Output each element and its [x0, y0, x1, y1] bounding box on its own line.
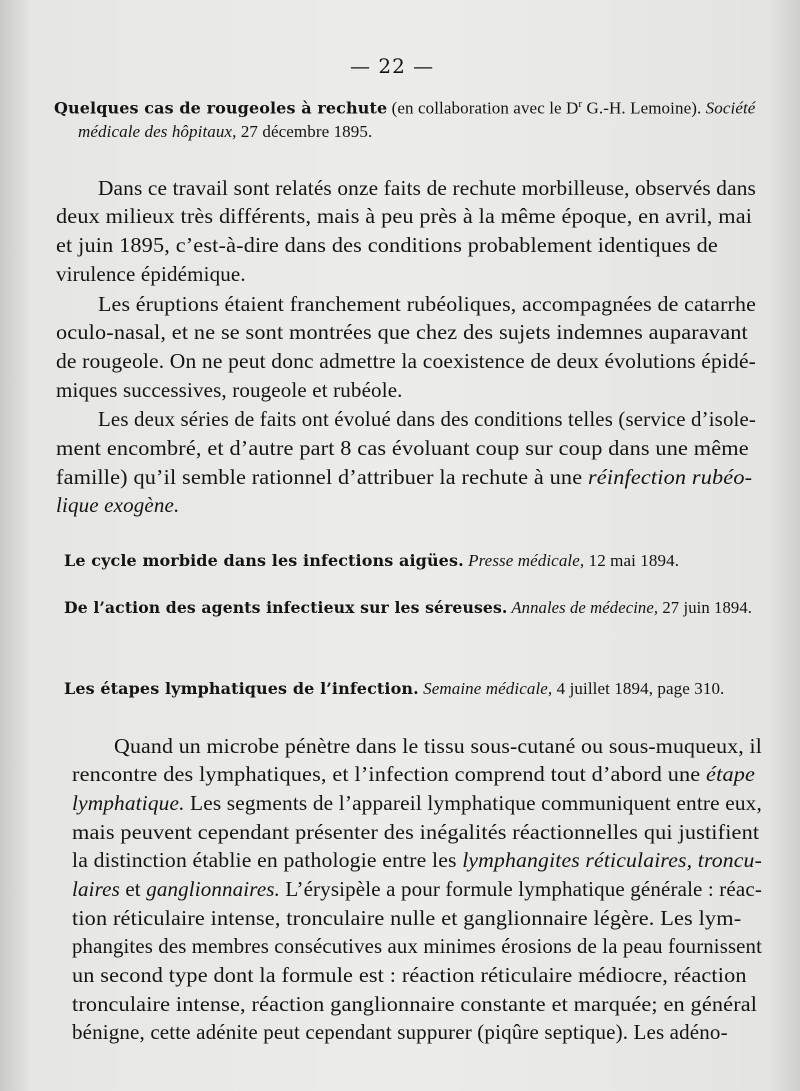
text-run: Les éruptions étaient franchement rubéoliques, accompagnées de catarrhe: [98, 292, 757, 316]
text-line: [72, 848, 762, 873]
text-line: [72, 963, 747, 988]
text-line: [98, 407, 756, 432]
text-run: tion réticulaire intense, tronculaire nulle et ganglionnaire légère. Les lym-: [72, 906, 742, 930]
italic-text: étape: [706, 762, 756, 786]
text-line: [72, 762, 755, 787]
text-run: rencontre des lymphatiques, et l’infection comprend tout d’abord une: [72, 762, 707, 786]
text-line: [72, 934, 762, 959]
text-run: famille) qu’il semble rationnel d’attribuer la rechute à une: [56, 465, 588, 489]
italic-text: ganglionnaires.: [146, 877, 281, 901]
text-line: [56, 233, 718, 258]
text-run: tronculaire intense, réaction ganglionnaire constante et marquée; en général: [72, 992, 758, 1016]
text-line: [72, 906, 741, 931]
text-line: [56, 465, 752, 490]
text-line: [72, 820, 759, 845]
italic-text: lymphangites réticulaires, troncu-: [462, 848, 762, 872]
italic-text: laires: [72, 877, 120, 901]
italic-text: lymphatique.: [72, 791, 185, 815]
text-run: L’érysipèle a pour formule lymphatique générale : réac-: [280, 877, 762, 901]
text-run: un second type dont la formule est : réaction réticulaire médiocre, réaction: [72, 963, 747, 987]
text-line: [56, 378, 403, 403]
text-line: [56, 493, 179, 518]
text-run: mais peuvent cependant présenter des inégalités réactionnelles qui justifient: [72, 820, 760, 844]
reference-3: De l’action des agents infectieux sur les séreuses. Annales de médecine, 27 juin 1894.: [64, 598, 753, 617]
text-line: [114, 734, 762, 759]
text-line: [56, 349, 756, 374]
text-run: et: [119, 877, 147, 901]
text-run: bénigne, cette adénite peut cependant suppurer (piqûre septique). Les adéno-: [72, 1020, 728, 1044]
reference-1-line-1: Quelques cas de rougeoles à rechute (en collaboration avec le $D^r$ G.-H. Lemoine). Société: [54, 98, 756, 118]
reference-1-line-2: médicale des hôpitaux, 27 décembre 1895.: [78, 122, 373, 141]
text-run: Quand un microbe pénètre dans le tissu sous-cutané ou sous-muqueux, il: [114, 734, 762, 758]
text-run: Les deux séries de faits ont évolué dans des conditions telles (service d’isole-: [98, 407, 757, 431]
page-number: — 22 —: [350, 54, 435, 78]
text-run: la distinction établie en pathologie entre les: [72, 848, 463, 872]
text-line: [72, 992, 757, 1017]
text-run: virulence épidémique.: [56, 262, 246, 286]
reference-2: Le cycle morbide dans les infections aigües. Presse médicale, 12 mai 1894.: [64, 551, 680, 570]
text-run: et juin 1895, c’est-à-dire dans des conditions probablement identiques de: [56, 233, 718, 257]
text-line: [98, 176, 756, 201]
text-line: [56, 204, 752, 229]
text-run: de rougeole. On ne peut donc admettre la coexistence de deux évolutions épidé-: [56, 349, 757, 373]
text-line: [72, 877, 762, 902]
text-line: [72, 791, 762, 816]
reference-4: Les étapes lymphatiques de l’infection. Semaine médicale, 4 juillet 1894, page 310.: [64, 679, 725, 698]
text-run: ment encombré, et d’autre part 8 cas évoluant coup sur coup dans une même: [56, 436, 749, 460]
text-line: [56, 320, 748, 345]
reference-1-title: Quelques cas de rougeoles à rechute: [54, 98, 388, 118]
text-run: Les segments de l’appareil lymphatique communiquent entre eux,: [184, 791, 762, 815]
text-run: miques successives, rougeole et rubéole.: [56, 378, 403, 402]
italic-text: lique exogène.: [56, 493, 180, 517]
text-line: [56, 262, 246, 287]
text-run: Dans ce travail sont relatés onze faits de rechute morbilleuse, observés dans: [98, 176, 756, 200]
text-run: deux milieux très différents, mais à peu près à la même époque, en avril, mai: [56, 204, 753, 228]
text-run: phangites des membres consécutives aux minimes érosions de la peau fournissent: [72, 934, 763, 958]
text-line: [72, 1020, 728, 1045]
italic-text: réinfection rubéo-: [587, 465, 753, 489]
text-run: oculo-nasal, et ne se sont montrées que chez des sujets indemnes auparavant: [56, 320, 748, 344]
text-line: [56, 436, 749, 461]
text-line: [98, 292, 756, 317]
